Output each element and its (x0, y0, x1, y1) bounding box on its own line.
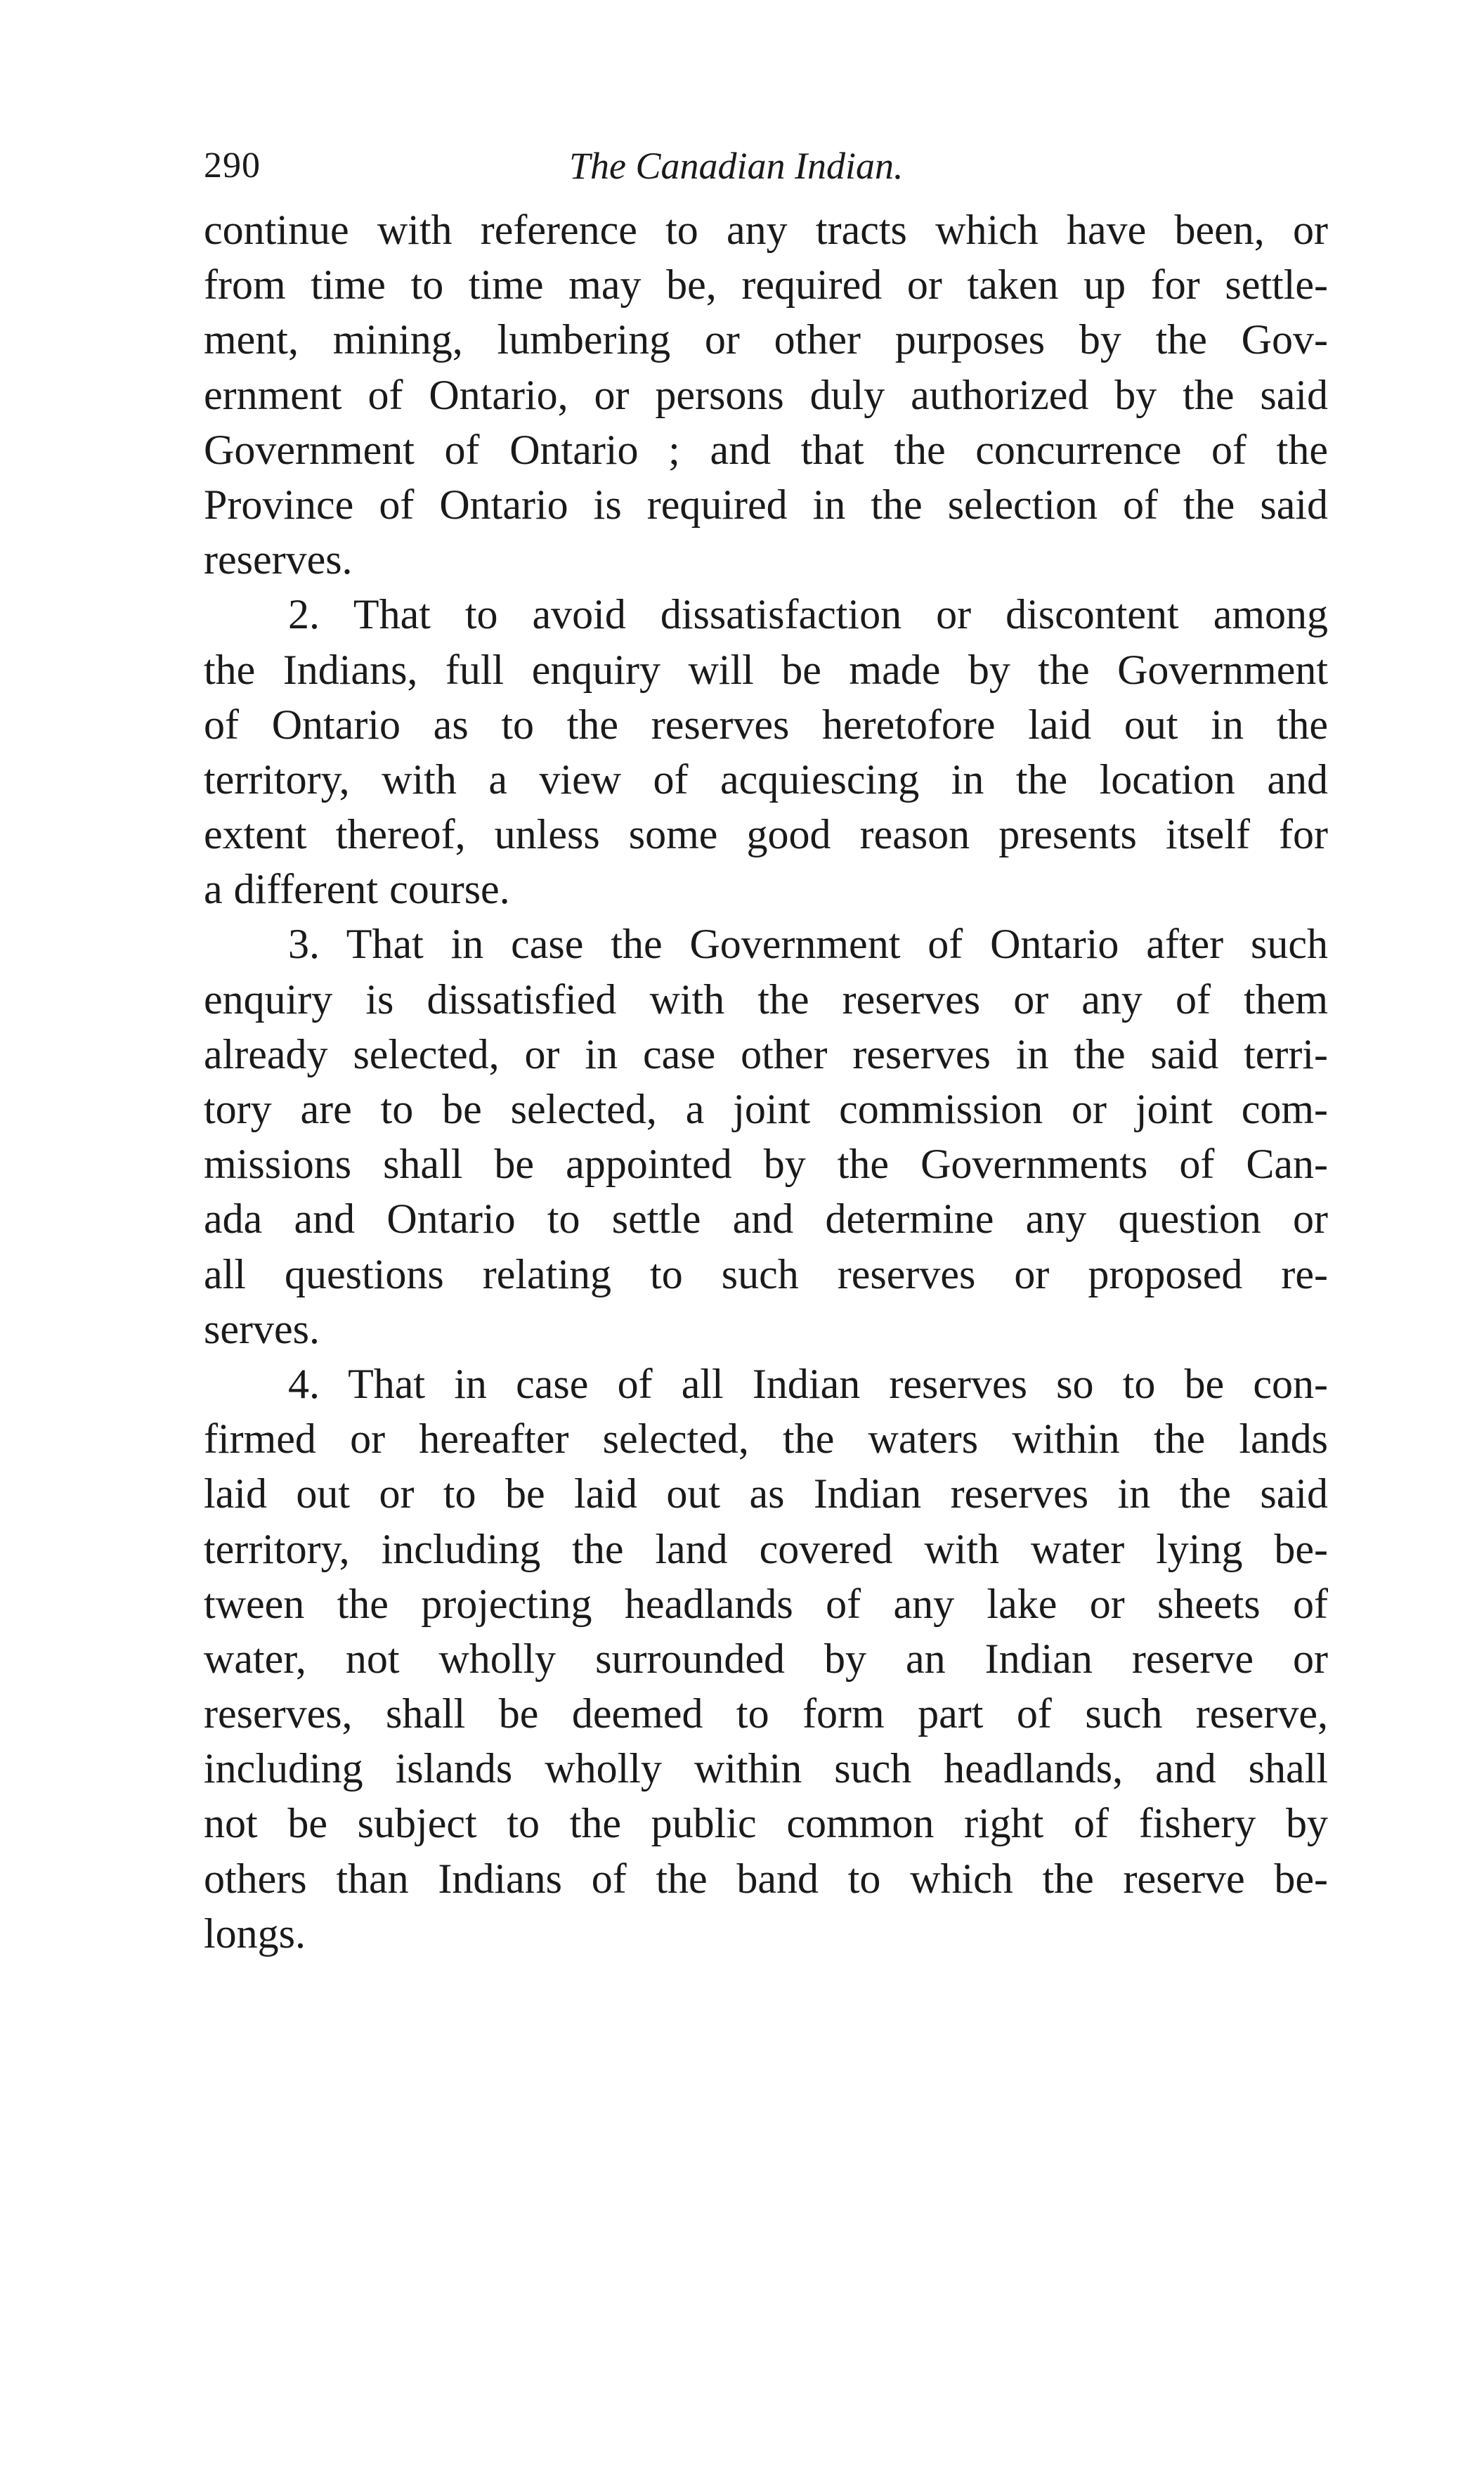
text-line: reserves. (204, 536, 353, 583)
text-line: water, not wholly surrounded by an Indian reserve or (204, 1635, 1328, 1682)
text-line: the Indians, full enquiry will be made by the Government (204, 646, 1328, 693)
running-title: The Canadian Indian. (569, 145, 904, 187)
text-line: enquiry is dissatisfied with the reserves or any of them (204, 976, 1328, 1023)
text-line: already selected, or in case other reserves in the said terri- (204, 1030, 1328, 1077)
text-line: ada and Ontario to settle and determine any question or (204, 1196, 1328, 1243)
text-line: longs. (204, 1910, 306, 1957)
text-line: 3. That in case the Government of Ontario after such (288, 921, 1328, 968)
text-line: territory, including the land covered with water lying be- (204, 1525, 1328, 1572)
text-line: Province of Ontario is required in the selection of the said (204, 481, 1328, 528)
text-line: ment, mining, lumbering or other purposes by the Gov- (204, 316, 1328, 363)
text-line: Government of Ontario ; and that the concurrence of the (204, 426, 1328, 473)
text-line: ernment of Ontario, or persons duly authorized by the said (204, 371, 1328, 418)
text-line: of Ontario as to the reserves heretofore laid out in the (204, 701, 1328, 748)
text-line: continue with reference to any tracts which have been, or (204, 207, 1328, 253)
text-line: firmed or hereafter selected, the waters within the lands (204, 1416, 1328, 1463)
text-line: laid out or to be laid out as Indian reserves in the said (204, 1470, 1328, 1517)
text-line: a different course. (204, 866, 510, 913)
text-line: tory are to be selected, a joint commission or joint com- (204, 1086, 1328, 1132)
text-line: 4. That in case of all Indian reserves so to be con- (288, 1360, 1328, 1407)
text-line: from time to time may be, required or taken up for settle- (204, 261, 1328, 309)
page-number: 290 (204, 145, 261, 186)
body-text (204, 202, 1328, 1961)
text-line: extent thereof, unless some good reason presents itself for (204, 811, 1328, 858)
running-head (204, 138, 1328, 194)
text-line: 2. That to avoid dissatisfaction or discontent among (288, 591, 1328, 638)
text-line: missions shall be appointed by the Governments of Can- (204, 1141, 1328, 1188)
text-line: tween the projecting headlands of any lake or sheets of (204, 1580, 1328, 1627)
text-line: including islands wholly within such headlands, and shall (204, 1745, 1328, 1792)
text-line: others than Indians of the band to which the reserve be- (204, 1855, 1328, 1902)
text-line: reserves, shall be deemed to form part of such reserve, (204, 1690, 1328, 1737)
text-line: not be subject to the public common right of fishery by (204, 1800, 1328, 1847)
text-line: all questions relating to such reserves or proposed re- (204, 1250, 1328, 1297)
text-line: territory, with a view of acquiescing in the location and (204, 756, 1328, 803)
text-line: serves. (204, 1305, 320, 1352)
